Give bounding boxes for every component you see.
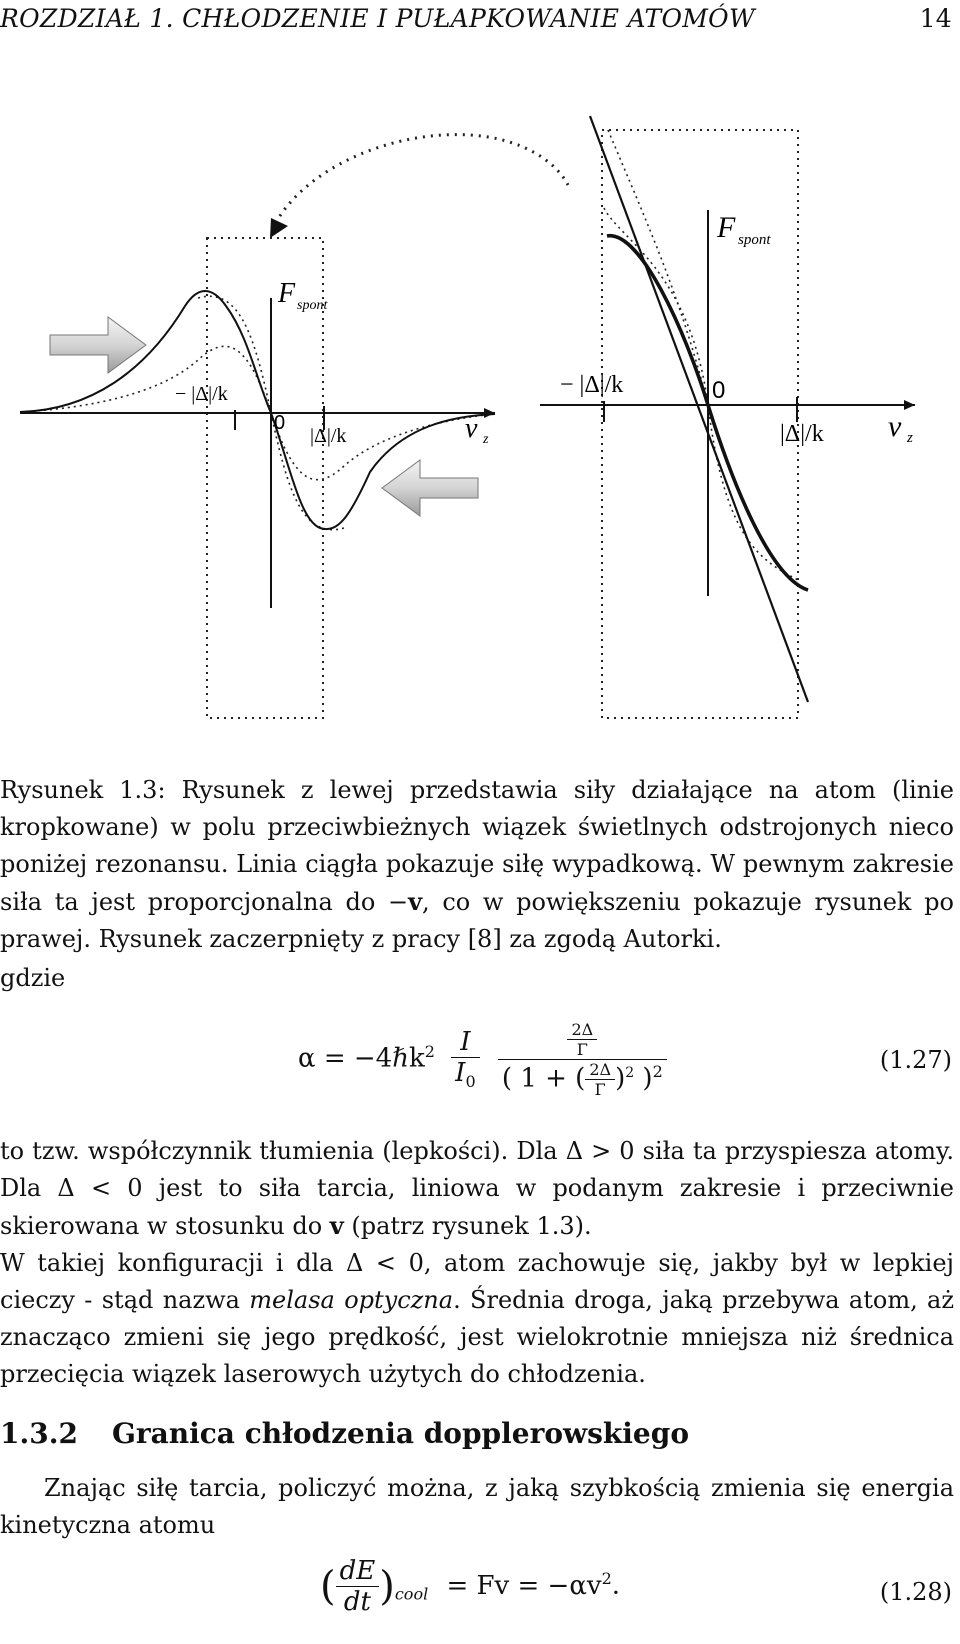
right-panel [540,116,915,718]
eq1-I0: I [455,1058,466,1089]
eq2-cool: cool [394,1584,429,1604]
eq1-den-top: Γ [576,1040,588,1059]
right-neg-label: − |Δ|/k [560,372,624,398]
equation-number-1-28: (1.28) [879,1578,952,1606]
p2-bold-v: v [329,1211,344,1240]
section-title: Granica chłodzenia dopplerowskiego [111,1417,689,1450]
eq2-end: . [611,1570,621,1601]
equation-1-28: ( $\frac{dE}{dt}$ )$_{cool} = Fv = -\alpha v^2$. [320,1556,621,1617]
x-axis-right-arrowhead [904,400,915,410]
eq2-sq: 2 [601,1568,612,1588]
p2-italic-melasa: melasa optyczna [249,1286,454,1314]
laser-beam-left-arrow-icon [382,460,478,516]
eq1-k-sq: 2 [424,1041,435,1061]
figure-1-3 [0,110,960,750]
left-zero-label: 0 [274,412,286,434]
eq1-I: I [451,1027,479,1058]
p2-text-2: (patrz rysunek 1.3). [343,1212,592,1240]
p2-text-3: W takiej konfiguracji i dla Δ < 0, atom zachowuje się, jakby był w lepkiej cieczy - stąd nazwa [0,1249,954,1314]
p2-text-1: to tzw. współczynnik tłumienia (lepkości). Dla Δ > 0 siła ta przyspiesza atomy. Dla Δ < 0 jest to siła tarcia, liniowa w podanym zakresie i przeciwnie skierowana w stosunku do [0,1137,954,1240]
caption-prefix: Rysunek 1.3: Rysunek z lewej przedstawia siły działające na atom (linie kropkowane) w polu przeciwbieżnych wiązek świetlnych odstrojonych nieco poniżej rezonansu. Linia ciągła pokazuje siłę wypadkową. W pewnym zakresie siła ta jest proporcjonalna do − [0,776,954,916]
laser-beam-right-arrow-icon [50,317,146,373]
eq1-lhs: α = −4ℏk [298,1043,425,1074]
paragraph-tlumienie [0,1133,954,1393]
chapter-title: ROZDZIAŁ 1. CHŁODZENIE I PUŁAPKOWANIE ATOMÓW [0,4,755,33]
caption-bold-v: v [408,887,423,916]
section-heading [0,1417,689,1450]
right-pos-label: |Δ|/k [780,421,824,447]
magnify-dotted-arc [272,135,568,230]
section-number: 1.3.2 [0,1417,78,1450]
eq1-I0-sub: 0 [465,1072,476,1092]
linear-approximation-line [590,116,808,702]
right-ylabel: F [717,211,736,244]
caption-suffix: , co w powiększeniu pokazuje rysunek po prawej. Rysunek zaczerpnięty z pracy [8] za zgodą Autorki. [0,888,954,953]
arc-arrowhead-icon [270,218,288,238]
p2-text-4: . Średnia droga, jaką przebywa atom, aż znacząco zmieni się jego prędkość, jest wielokrotnie mniejsza niż średnica przecięcia wiązek laserowych użytych do chłodzenia. [0,1286,954,1388]
eq1-num-inner: 2Δ [585,1060,615,1080]
left-ylabel: F [278,278,296,309]
zoom-box-right [602,130,798,718]
left-ylabel-sub: spont [297,298,328,313]
right-xlabel: v [888,410,902,443]
eq1-num-top: 2Δ [567,1020,597,1040]
right-zero-label: 0 [712,377,726,404]
paragraph-energy: Znając siłę tarcia, policzyć można, z jaką szybkością zmienia się energia kinetyczna atomu [0,1474,954,1539]
force-beam-2 [271,413,495,480]
left-pos-label: |Δ|/k [310,425,347,447]
right-ylabel-sub: spont [738,232,771,248]
eq1-one-plus: 1 + [520,1063,567,1094]
eq1-outer-sq: 2 [652,1061,663,1081]
eq2-dt: dt [343,1587,371,1617]
eq2-rhs: = Fv = −αv [446,1570,602,1601]
eq1-inner-sq: 2 [625,1064,635,1081]
left-neg-label: − |Δ|/k [175,383,228,405]
eq1-den-inner: Γ [594,1080,606,1099]
eq2-dE: dE [336,1556,380,1587]
right-xlabel-sub: z [907,430,913,446]
equation-number-1-27: (1.27) [879,1046,952,1074]
running-header [0,4,960,40]
equation-1-27: α = −4ℏk$^2$ $\frac{I}{I_0}$ $\frac{2\Delta}{\Gamma}$ ( 1 + ( $\frac{2\Delta}{\Gamma}$ )$^2$ )$^2$ [298,1020,667,1099]
left-xlabel-sub: z [483,432,489,447]
x-axis-arrowhead [484,408,495,418]
figure-caption [0,772,954,958]
left-xlabel: v [465,413,478,444]
page-number: 14 [919,4,952,33]
left-panel [20,135,568,718]
paragraph-gdzie: gdzie [0,964,66,992]
